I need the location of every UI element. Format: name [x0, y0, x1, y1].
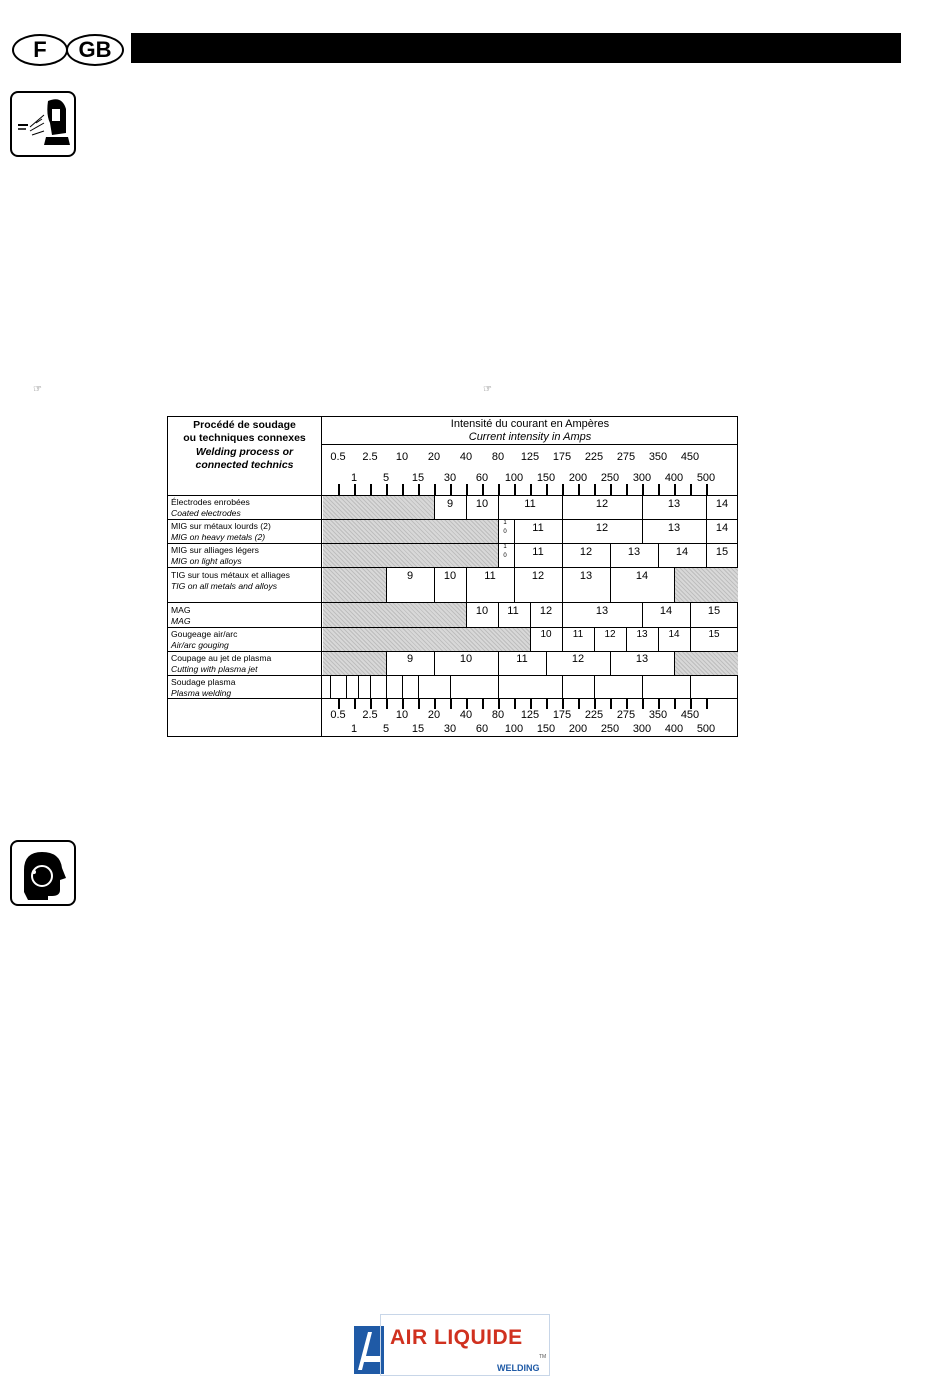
shade-number: 15: [708, 629, 720, 640]
scale-tick: [706, 484, 708, 495]
scale-bottom-sub-label: 5: [382, 723, 390, 735]
scale-bottom-sub-label: 300: [632, 723, 652, 735]
scale-top-sub-label: 200: [568, 472, 588, 484]
scale-tick: [338, 484, 340, 495]
col-header-en2: connected technics: [195, 459, 294, 471]
scale-tick: [594, 484, 596, 495]
scale-tick: [610, 699, 612, 709]
divider: [562, 675, 563, 698]
shade-number: 12: [595, 522, 609, 534]
scale-bottom-sub-label: 100: [504, 723, 524, 735]
scale-top-sub-label: 400: [664, 472, 684, 484]
shade-number: 13: [667, 498, 681, 510]
scale-tick: [546, 699, 548, 709]
divider: [168, 567, 738, 568]
scale-tick: [370, 484, 372, 495]
shade-number: 14: [715, 498, 729, 510]
shade-number: 10: [459, 653, 473, 665]
scale-top-label: 450: [680, 451, 700, 463]
scale-bottom-top-label: 225: [584, 709, 604, 721]
current-header-fr: Intensité du courant en Ampères: [450, 418, 610, 430]
row-label: MAG MAG: [171, 605, 191, 626]
scale-tick: [386, 484, 388, 495]
hatch-area: [675, 652, 738, 675]
shade-number: 11: [532, 522, 544, 534]
scale-top-sub-label: 300: [632, 472, 652, 484]
scale-top-sub-label: 500: [696, 472, 716, 484]
hatch-area: [323, 520, 498, 543]
shade-number: 12: [531, 570, 545, 582]
shade-number: 11: [507, 605, 519, 617]
scale-top-sub-label: 5: [382, 472, 390, 484]
scale-bottom-sub-label: 15: [411, 723, 425, 735]
logo-brand: AIR LIQUIDE: [390, 1326, 523, 1349]
shade-number: 10: [540, 629, 552, 640]
shade-number: 12: [595, 498, 609, 510]
row-label: MIG sur alliages légers MIG on light alloys: [171, 545, 259, 566]
scale-tick: [434, 484, 436, 495]
divider: [330, 675, 331, 698]
scale-tick: [594, 699, 596, 709]
shade-number: 13: [636, 629, 648, 640]
scale-bottom-sub-label: 250: [600, 723, 620, 735]
scale-bottom-sub-label: 500: [696, 723, 716, 735]
scale-tick: [450, 484, 452, 495]
hatch-area: [323, 652, 386, 675]
scale-top-label: 275: [616, 451, 636, 463]
scale-tick: [386, 699, 388, 709]
row-label: Soudage plasma Plasma welding: [171, 677, 236, 698]
scale-bottom-top-label: 175: [552, 709, 572, 721]
scale-tick: [642, 484, 644, 495]
row-label: MIG sur métaux lourds (2) MIG on heavy metals (2): [171, 521, 271, 542]
shade-number: 12: [539, 605, 553, 617]
lang-badge-f: F: [12, 34, 68, 66]
shade-number: 14: [659, 605, 673, 617]
shade-number: 13: [579, 570, 593, 582]
scale-tick: [370, 699, 372, 709]
scale-bottom-top-label: 2.5: [362, 709, 378, 721]
scale-top-sub-label: 100: [504, 472, 524, 484]
scale-tick: [514, 484, 516, 495]
shade-number: 15: [707, 605, 721, 617]
shade-number: 14: [675, 546, 689, 558]
scale-top-label: 175: [552, 451, 572, 463]
shade-number: 1: [503, 520, 507, 526]
scale-tick: [434, 699, 436, 709]
shade-table: [167, 416, 738, 737]
scale-bottom-sub-label: 400: [664, 723, 684, 735]
shade-number: 9: [406, 653, 414, 665]
scale-tick: [338, 699, 340, 709]
logo-tm: TM: [539, 1354, 547, 1360]
shade-number: 14: [715, 522, 729, 534]
col-header-en: Welding process or: [195, 446, 294, 458]
scale-tick: [578, 699, 580, 709]
scale-top-label: 20: [427, 451, 441, 463]
scale-tick: [402, 484, 404, 495]
scale-tick: [354, 484, 356, 495]
shade-number: 15: [715, 546, 729, 558]
pointer-icon: ☞: [33, 384, 42, 395]
scale-top-sub-label: 150: [536, 472, 556, 484]
shade-number: 11: [532, 546, 544, 558]
scale-tick: [530, 699, 532, 709]
scale-tick: [402, 699, 404, 709]
scale-tick: [610, 484, 612, 495]
shade-number: 11: [524, 498, 536, 510]
scale-tick: [674, 484, 676, 495]
hatch-area: [323, 568, 386, 602]
scale-tick: [562, 699, 564, 709]
scale-tick: [578, 484, 580, 495]
divider: [321, 417, 322, 737]
shade-number: 1: [503, 544, 507, 550]
shade-number: 10: [443, 570, 457, 582]
divider: [168, 698, 738, 699]
divider: [690, 675, 691, 698]
shade-number: 0: [503, 553, 507, 559]
shade-number: 10: [475, 605, 489, 617]
scale-tick: [418, 699, 420, 709]
scale-bottom-top-label: 350: [648, 709, 668, 721]
scale-top-sub-label: 250: [600, 472, 620, 484]
scale-bottom-top-label: 40: [459, 709, 473, 721]
scale-tick: [658, 484, 660, 495]
scale-bottom-sub-label: 30: [443, 723, 457, 735]
shade-number: 11: [572, 629, 584, 640]
col-header-fr2: ou techniques connexes: [183, 432, 306, 444]
shade-number: 14: [635, 570, 649, 582]
scale-bottom-top-label: 80: [491, 709, 505, 721]
shade-number: 11: [484, 570, 496, 582]
scale-bottom-top-label: 20: [427, 709, 441, 721]
scale-top-label: 10: [395, 451, 409, 463]
divider: [418, 675, 419, 698]
scale-tick: [418, 484, 420, 495]
scale-tick: [690, 699, 692, 709]
scale-tick: [706, 699, 708, 709]
divider: [642, 675, 643, 698]
scale-bottom-top-label: 450: [680, 709, 700, 721]
row-label: Gougeage air/arc Air/arc gouging: [171, 629, 238, 650]
row-label: TIG sur tous métaux et alliages TIG on all metals and alloys: [171, 570, 290, 591]
scale-tick: [498, 699, 500, 709]
scale-tick: [498, 484, 500, 495]
scale-bottom-top-label: 0.5: [330, 709, 346, 721]
shade-number: 13: [635, 653, 649, 665]
scale-tick: [482, 484, 484, 495]
scale-tick: [482, 699, 484, 709]
scale-tick: [530, 484, 532, 495]
scale-tick: [658, 699, 660, 709]
shade-number: 12: [571, 653, 585, 665]
scale-bottom-sub-label: 200: [568, 723, 588, 735]
scale-top-sub-label: 60: [475, 472, 489, 484]
scale-top-sub-label: 15: [411, 472, 425, 484]
scale-tick: [642, 699, 644, 709]
row-label: Coupage au jet de plasma Cutting with plasma jet: [171, 653, 272, 674]
scale-tick: [690, 484, 692, 495]
scale-top-label: 350: [648, 451, 668, 463]
scale-bottom-top-label: 275: [616, 709, 636, 721]
shade-number: 14: [668, 629, 680, 640]
scale-tick: [674, 699, 676, 709]
divider: [346, 675, 347, 698]
hatch-area: [323, 544, 498, 567]
scale-tick: [354, 699, 356, 709]
logo-sub: WELDING: [497, 1363, 540, 1373]
shade-number: 13: [627, 546, 641, 558]
divider: [498, 675, 499, 698]
scale-tick: [514, 699, 516, 709]
scale-tick: [626, 699, 628, 709]
scale-top-label: 225: [584, 451, 604, 463]
scale-bottom-top-label: 125: [520, 709, 540, 721]
scale-tick: [450, 699, 452, 709]
scale-bottom-sub-label: 1: [350, 723, 358, 735]
scale-top-sub-label: 1: [350, 472, 358, 484]
divider: [322, 444, 738, 445]
hatch-area: [323, 628, 530, 651]
shade-number: 9: [446, 498, 454, 510]
scale-top-label: 2.5: [362, 451, 378, 463]
shade-number: 11: [516, 653, 528, 665]
air-liquide-logo: [354, 1314, 550, 1377]
scale-bottom-top-label: 10: [395, 709, 409, 721]
scale-top-label: 40: [459, 451, 473, 463]
shade-number: 10: [475, 498, 489, 510]
hatch-area: [323, 496, 434, 519]
divider: [370, 675, 371, 698]
scale-tick: [546, 484, 548, 495]
scale-tick: [562, 484, 564, 495]
scale-bottom-sub-label: 150: [536, 723, 556, 735]
scale-tick: [466, 484, 468, 495]
hatch-area: [323, 603, 466, 627]
shade-number: 12: [604, 629, 616, 640]
scale-bottom-sub-label: 60: [475, 723, 489, 735]
welding-helmet-icon: [10, 91, 76, 157]
lang-badge-gb: GB: [66, 34, 124, 66]
divider: [450, 675, 451, 698]
header-bar: [131, 33, 901, 63]
divider: [168, 651, 738, 652]
scale-top-sub-label: 30: [443, 472, 457, 484]
divider: [594, 675, 595, 698]
scale-top-label: 125: [520, 451, 540, 463]
ear-protection-icon: [10, 840, 76, 906]
shade-number: 12: [579, 546, 593, 558]
row-label: Électrodes enrobées Coated electrodes: [171, 497, 250, 518]
shade-number: 9: [406, 570, 414, 582]
divider: [168, 495, 738, 496]
scale-top-label: 80: [491, 451, 505, 463]
divider: [168, 675, 738, 676]
hatch-area: [675, 568, 738, 602]
scale-tick: [626, 484, 628, 495]
shade-number: 13: [667, 522, 681, 534]
scale-top-label: 0.5: [330, 451, 346, 463]
divider: [402, 675, 403, 698]
divider: [358, 675, 359, 698]
current-header-en: Current intensity in Amps: [468, 431, 592, 443]
pointer-icon: ☞: [483, 384, 492, 395]
scale-tick: [466, 699, 468, 709]
col-header-fr: Procédé de soudage: [193, 419, 296, 431]
shade-number: 0: [503, 529, 507, 535]
divider: [386, 675, 387, 698]
shade-number: 13: [595, 605, 609, 617]
